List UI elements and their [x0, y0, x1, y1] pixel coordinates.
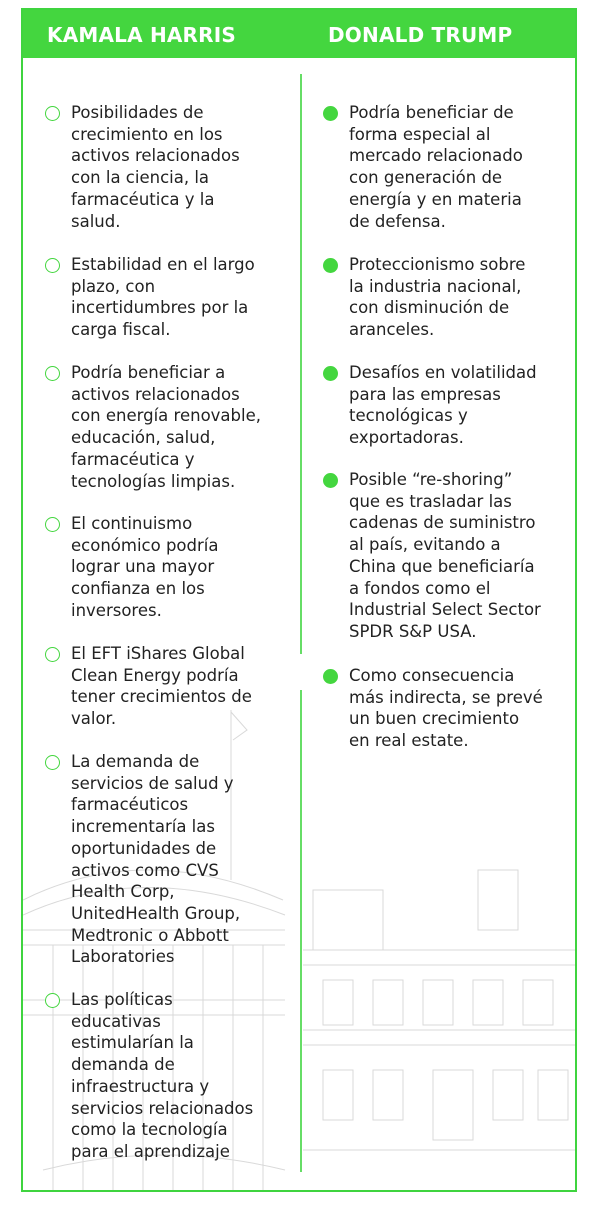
comparison-card: [21, 8, 577, 1192]
list-item-text: Posibilidades de crecimiento en los activos relacionados con la ciencia, la farmacéutica y la salud.: [71, 103, 240, 231]
list-item-text: Desafíos en volatilidad para las empresas tecnológicas y exportadoras.: [349, 363, 537, 448]
hollow-circle-bullet-icon: [45, 517, 60, 532]
hollow-circle-bullet-icon: [45, 755, 60, 770]
hollow-circle-bullet-icon: [45, 106, 60, 121]
list-item-text: El continuismo económico podría lograr una mayor confianza en los inversores.: [71, 514, 219, 620]
list-item-text: El EFT iShares Global Clean Energy podría tener crecimientos de valor.: [71, 644, 252, 729]
header-bar: [23, 10, 575, 58]
trump-column-title: DONALD TRUMP: [328, 23, 513, 47]
harris-column-title: KAMALA HARRIS: [47, 23, 237, 47]
list-item-text: Las políticas educativas estimularían la demanda de infraestructura y servicios relacionados como la tecnología para el aprendizaje: [71, 990, 254, 1161]
list-item-text: Como consecuencia más indirecta, se prevé un buen crecimiento en real estate.: [349, 666, 543, 751]
filled-circle-bullet-icon: [323, 366, 338, 381]
list-item-text: La demanda de servicios de salud y farmacéuticos incrementaría las oportunidades de activos como CVS Health Corp, UnitedHealth Group, Medtronic o Abbott Laboratories: [71, 752, 241, 967]
filled-circle-bullet-icon: [323, 473, 338, 488]
filled-circle-bullet-icon: [323, 106, 338, 121]
list-item-text: Proteccionismo sobre la industria nacional, con disminución de aranceles.: [349, 255, 526, 340]
list-item-text: Podría beneficiar a activos relacionados con energía renovable, educación, salud, farmacéutica y tecnologías limpias.: [71, 363, 261, 491]
list-item-text: Estabilidad en el largo plazo, con incertidumbres por la carga fiscal.: [71, 255, 255, 340]
filled-circle-bullet-icon: [323, 258, 338, 273]
column-divider: [300, 690, 302, 1172]
hollow-circle-bullet-icon: [45, 258, 60, 273]
list-item-text: Podría beneficiar de forma especial al mercado relacionado con generación de energía y en materia de defensa.: [349, 103, 523, 231]
hollow-circle-bullet-icon: [45, 993, 60, 1008]
filled-circle-bullet-icon: [323, 669, 338, 684]
hollow-circle-bullet-icon: [45, 647, 60, 662]
list-item-text: Posible “re-shoring” que es trasladar las cadenas de suministro al país, evitando a China que beneficiaría a fondos como el Industrial Select Sector SPDR S&P USA.: [349, 470, 541, 641]
column-divider: [300, 74, 302, 654]
hollow-circle-bullet-icon: [45, 366, 60, 381]
